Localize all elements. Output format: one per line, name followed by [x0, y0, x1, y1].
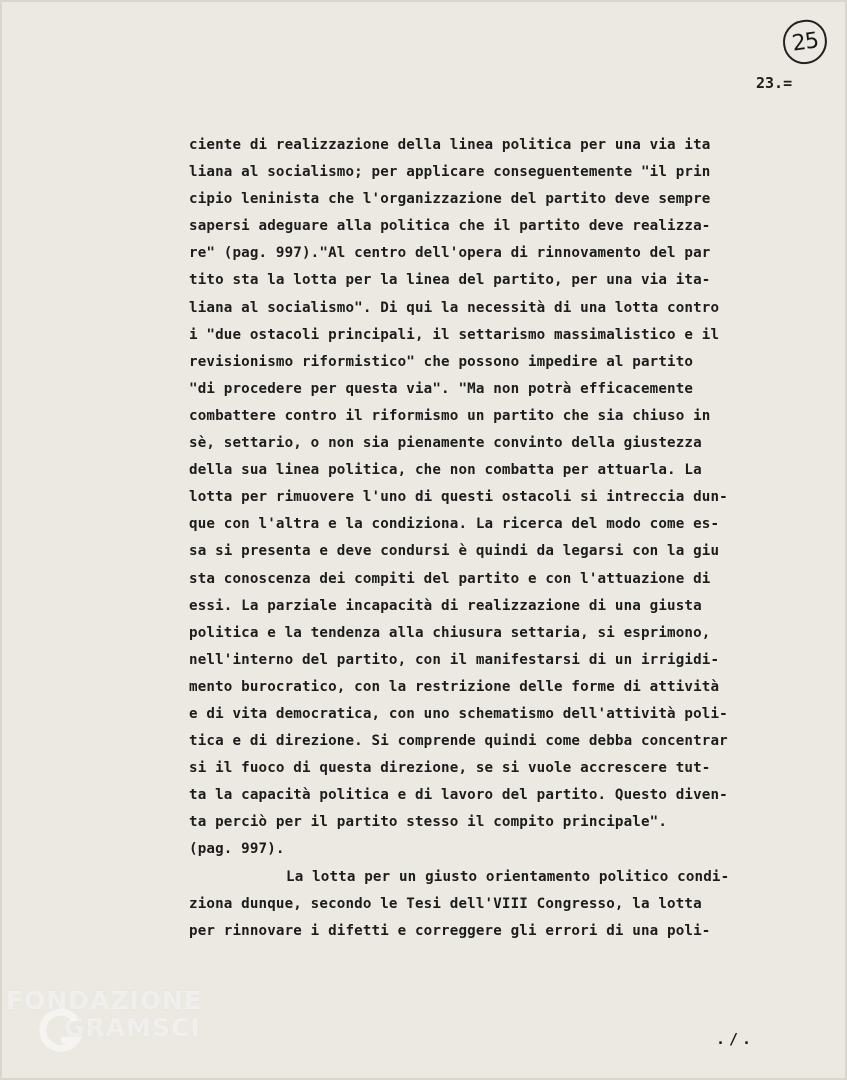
archive-page-number: 25 [780, 17, 830, 67]
text-line: lotta per rimuovere l'uno di questi ostacoli si intreccia dun- [189, 489, 728, 506]
text-line: sa si presenta e deve condursi è quindi da legarsi con la giu [189, 543, 720, 560]
text-line: sapersi adeguare alla politica che il partito deve realizza- [189, 218, 711, 235]
text-line: cipio leninista che l'organizzazione del partito deve sempre [189, 191, 711, 208]
text-line: que con l'altra e la condiziona. La ricerca del modo come es- [189, 516, 720, 533]
text-line: e di vita democratica, con uno schematismo dell'attività poli- [189, 705, 728, 722]
text-line: ciente di realizzazione della linea politica per una via ita [189, 137, 711, 153]
text-line: liana al socialismo". Di qui la necessità di una lotta contro [189, 299, 720, 316]
text-line: re" (pag. 997)."Al centro dell'opera di rinnovamento del par [189, 245, 711, 262]
text-line: essi. La parziale incapacità di realizzazione di una giusta [189, 597, 702, 614]
text-line: nell'interno del partito, con il manifestarsi di un irrigidi- [189, 651, 720, 668]
text-line: tito sta la lotta per la linea del partito, per una via ita- [189, 272, 711, 289]
body-text [189, 132, 809, 945]
text-line: combattere contro il riformismo un partito che sia chiuso in [189, 407, 711, 424]
text-line: politica e la tendenza alla chiusura settaria, si esprimono, [189, 624, 711, 641]
gramsci-g-logo-icon [36, 1008, 84, 1056]
text-line: ta perciò per il partito stesso il compito principale". [189, 814, 668, 831]
page-number: 23.= [756, 74, 793, 92]
text-line: i "due ostacoli principali, il settarismo massimalistico e il [189, 326, 720, 343]
text-line: tica e di direzione. Si comprende quindi come debba concentrar [189, 733, 728, 750]
text-line: per rinnovare i difetti e correggere gli errori di una poli- [189, 922, 711, 939]
text-line: della sua linea politica, che non combatta per attuarla. La [189, 462, 702, 479]
watermark-line-1: FONDAZIONE [6, 986, 203, 1015]
text-line: ziona dunque, secondo le Tesi dell'VIII Congresso, la lotta [189, 895, 702, 912]
text-line: sta conoscenza dei compiti del partito e con l'attuazione di [189, 570, 711, 587]
fondazione-gramsci-watermark [6, 988, 202, 1040]
text-line: si il fuoco di questa direzione, se si vuole accrescere tut- [189, 760, 711, 777]
text-line: liana al socialismo; per applicare conseguentemente "il prin [189, 164, 711, 181]
text-line: "di procedere per questa via". "Ma non potrà efficacemente [189, 380, 694, 397]
text-line: revisionismo riformistico" che possono impedire al partito [189, 353, 694, 370]
watermark-line-2: GRAMSCI [64, 1013, 201, 1042]
text-line: sè, settario, o non sia pienamente convinto della giustezza [189, 435, 702, 452]
paragraph-start-line: La lotta per un giusto orientamento politico condi- [286, 868, 730, 885]
text-line: mento burocratico, con la restrizione delle forme di attività [189, 678, 720, 695]
text-line: (pag. 997). [189, 841, 285, 858]
continuation-mark: ./. [716, 1030, 756, 1048]
text-line: ta la capacità politica e di lavoro del partito. Questo diven- [189, 787, 728, 804]
